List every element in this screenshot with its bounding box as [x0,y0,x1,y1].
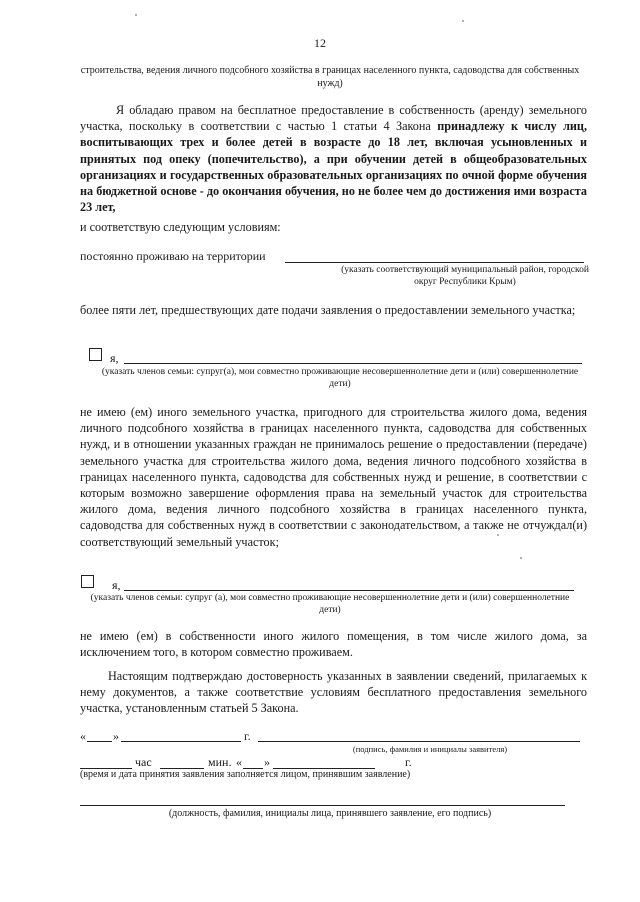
signature-month-field[interactable] [121,741,241,742]
land-paragraph: не имею (ем) иного земельного участка, пригодного для строительства жилого дома, ведения личного подсобного хозяйства в границах населенного пункта, садоводства для собственных нужд, и в отношении указанных граждан не принималось решение о предоставлении (передаче) земельного участка для строительства жилого дома, ведения личного подсобного хозяйства в границах населенного пункта, садоводства для собственных нужд и решение, в соответствии с которым возможно завершение оформления права на земельный участок для строительства жилого дома, ведения личного подсобного хозяйства в границах населенного пункта, садоводства для собственных нужд в соответствии с законодательством, а также не отчуждал(и) соответствующий земельный участок; [80,405,587,549]
minute-label: мин. [208,755,232,769]
official-signature-field[interactable] [80,805,565,806]
family-checkbox-1[interactable] [89,348,102,361]
family-members-field-1[interactable] [124,363,582,364]
header-continuation: строительства, ведения личного подсобного хозяйства в границах населенного пункта, садоводства для собственных нужд) [80,65,580,89]
right-paragraph [80,102,587,215]
residence-tail: более пяти лет, предшествующих дате подачи заявления о предоставлении земельного участка; [80,303,576,317]
checkbox-1-hint: (указать членов семьи: супруг(а), мои совместно проживающие несовершеннолетние дети и (или) совершеннолетние дети) [101,367,579,389]
residence-field[interactable] [285,262,584,263]
scan-speck [462,20,464,22]
hour-label: час [135,755,152,769]
official-hint: (должность, фамилия, инициалы лица, принявшего заявление, его подпись) [168,808,492,819]
signature-day-field[interactable] [87,741,112,742]
date-quote-open: « [80,729,86,743]
housing-paragraph: не имею (ем) в собственности иного жилого помещения, в том числе жилого дома, за исключением того, в котором совместно проживаем. [80,629,587,660]
applicant-signature-field[interactable] [258,741,580,742]
checkbox-2-hint: (указать членов семьи: супруг (а), мои совместно проживающие несовершеннолетние дети и (или) совершеннолетние дети) [90,593,570,615]
residence-label: постоянно проживаю на территории [80,249,266,263]
scan-speck [135,14,137,16]
accept-year-suffix: г. [405,755,412,769]
date-quote-close: » [113,729,119,743]
family-members-field-2[interactable] [124,590,574,591]
checkbox-1-label: я, [110,351,119,365]
page-number: 12 [314,36,326,50]
time-hint: (время и дата принятия заявления заполняется лицом, принявшим заявление) [80,769,411,780]
checkbox-2-label: я, [112,578,121,592]
time-quote-open: « [236,755,242,769]
right-paragraph-bold: принадлежу к числу лиц, воспитывающих трех и более детей в возрасте до 18 лет, включая усыновленных и принятых под опеку (попечительство), а при обучении детей в общеобразовательных организациях и государственных образовательных организациях по очной форме обучения на бюджетной основе - до окончания обучения, но не более чем до достижения ими возраста 23 лет, [80,119,587,215]
signature-hint: (подпись, фамилия и инициалы заявителя) [352,744,508,754]
residence-hint: (указать соответствующий муниципальный район, городской округ Республики Крым) [341,265,589,287]
conditions-intro: и соответствую следующим условиям: [80,220,281,234]
confirm-paragraph: Настоящим подтверждаю достоверность указанных в заявлении сведений, прилагаемых к нему документов, а также соответствие условиям бесплатного предоставления земельного участка, установленным статьей 5 Закона. [80,669,587,716]
family-checkbox-2[interactable] [81,575,94,588]
right-paragraph-text: Я обладаю правом на бесплатное предоставление в собственность (аренду) земельного участка, поскольку в соответствии с частью 1 статьи 4 Закона [80,103,587,134]
signature-year-suffix: г. [244,729,251,743]
scan-speck [497,534,499,536]
time-quote-close: » [264,755,270,769]
scan-speck [520,557,522,559]
